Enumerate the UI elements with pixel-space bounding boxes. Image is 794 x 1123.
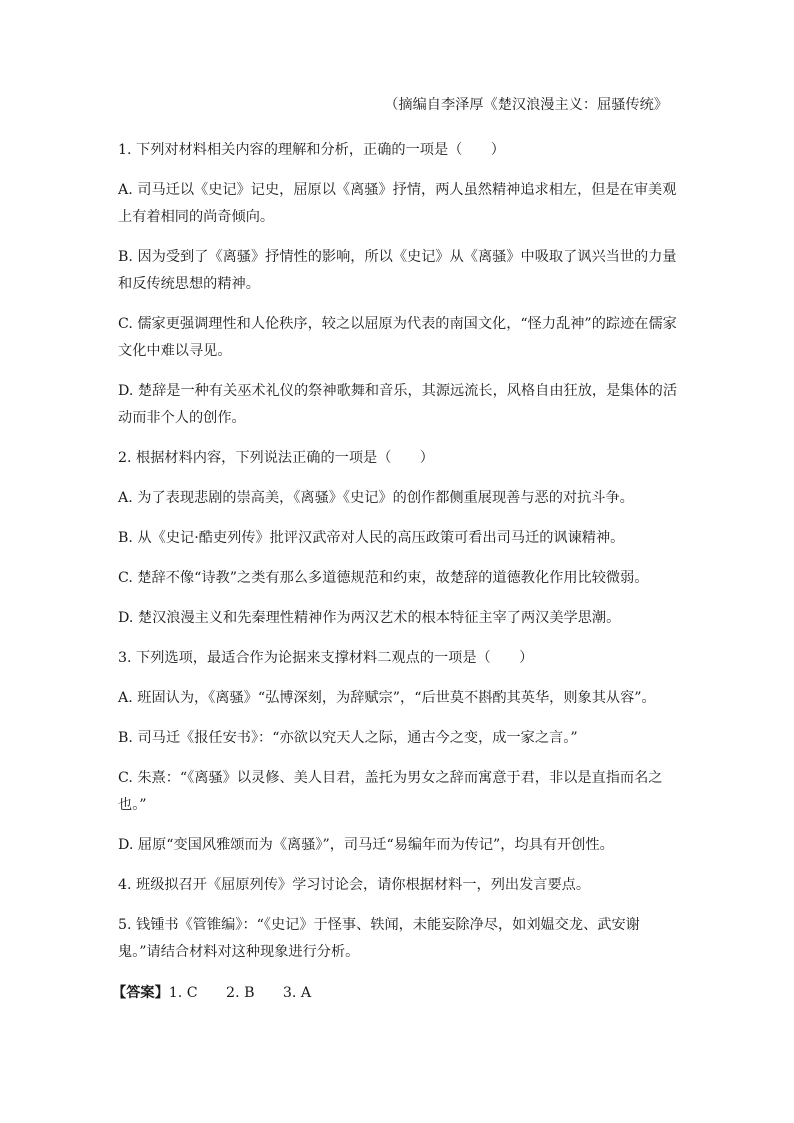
question-3-option-b: B. 司马迁《报任安书》：“亦欲以究天人之际，通古今之变，成一家之言。” (118, 730, 578, 746)
question-3-stem: 3. 下列选项，最适合作为论据来支撑材料二观点的一项是（ ） (118, 650, 534, 666)
question-5-stem: 5. 钱锺书《管锥编》：“《史记》于怪事、轶闻，未能妄除净尽，如刘媪交龙、武安谢鬼。”请结合材料对这种现象进行分析。 (118, 917, 640, 960)
question-1-option-d: D. 楚辞是一种有关巫术礼仪的祭神歌舞和音乐，其源远流长，风格自由狂放，是集体的活动而非个人的创作。 (118, 383, 678, 426)
question-1-option-a: A. 司马迁以《史记》记史，屈原以《离骚》抒情，两人虽然精神追求相左，但是在审美观上有着相同的尚奇倾向。 (118, 182, 677, 225)
answer-label: 【答案】 (112, 985, 169, 1001)
questions-section (112, 137, 678, 1007)
question-4-stem: 4. 班级拟召开《屈原列传》学习讨论会，请你根据材料一，列出发言要点。 (118, 877, 591, 893)
question-1-stem: 1. 下列对材料相关内容的理解和分析，正确的一项是（ ） (118, 142, 505, 158)
question-3-option-d: D. 屈原“变国风雅颂而为《离骚》”，司马迁“易编年而为传记”，均具有开创性。 (118, 837, 614, 853)
answer-line (112, 980, 678, 1007)
question-2-option-c: C. 楚辞不像“诗教”之类有那么多道德规范和约束，故楚辞的道德教化作用比较微弱。 (118, 570, 649, 586)
question-2-option-b: B. 从《史记·酷吏列传》批评汉武帝对人民的高压政策可看出司马迁的讽谏精神。 (118, 530, 625, 546)
question-3-option-c: C. 朱熹：“《离骚》以灵修、美人目君，盖托为男女之辞而寓意于君，非以是直指而名之也。” (118, 770, 663, 813)
answer-text: 1. C 2. B 3. A (168, 985, 312, 1001)
question-2-stem: 2. 根据材料内容，下列说法正确的一项是（ ） (118, 450, 434, 466)
question-3-option-a: A. 班固认为，《离骚》“弘博深刻，为辞赋宗”，“后世莫不斟酌其英华，则象其从容”。 (118, 690, 656, 706)
question-1-option-b: B. 因为受到了《离骚》抒情性的影响，所以《史记》从《离骚》中吸取了讽兴当世的力量和反传统思想的精神。 (118, 249, 677, 292)
source-citation: （摘编自李泽厚《楚汉浪漫主义：屈骚传统》 (384, 97, 668, 113)
question-2-option-d: D. 楚汉浪漫主义和先秦理性精神作为两汉艺术的根本特征主宰了两汉美学思潮。 (118, 610, 621, 626)
question-2-option-a: A. 为了表现悲剧的崇高美，《离骚》《史记》的创作都侧重展现善与恶的对抗斗争。 (118, 490, 634, 506)
question-1-option-c: C. 儒家更强调理性和人伦秩序，较之以屈原为代表的南国文化，“怪力乱神”的踪迹在儒家文化中难以寻见。 (118, 316, 677, 359)
